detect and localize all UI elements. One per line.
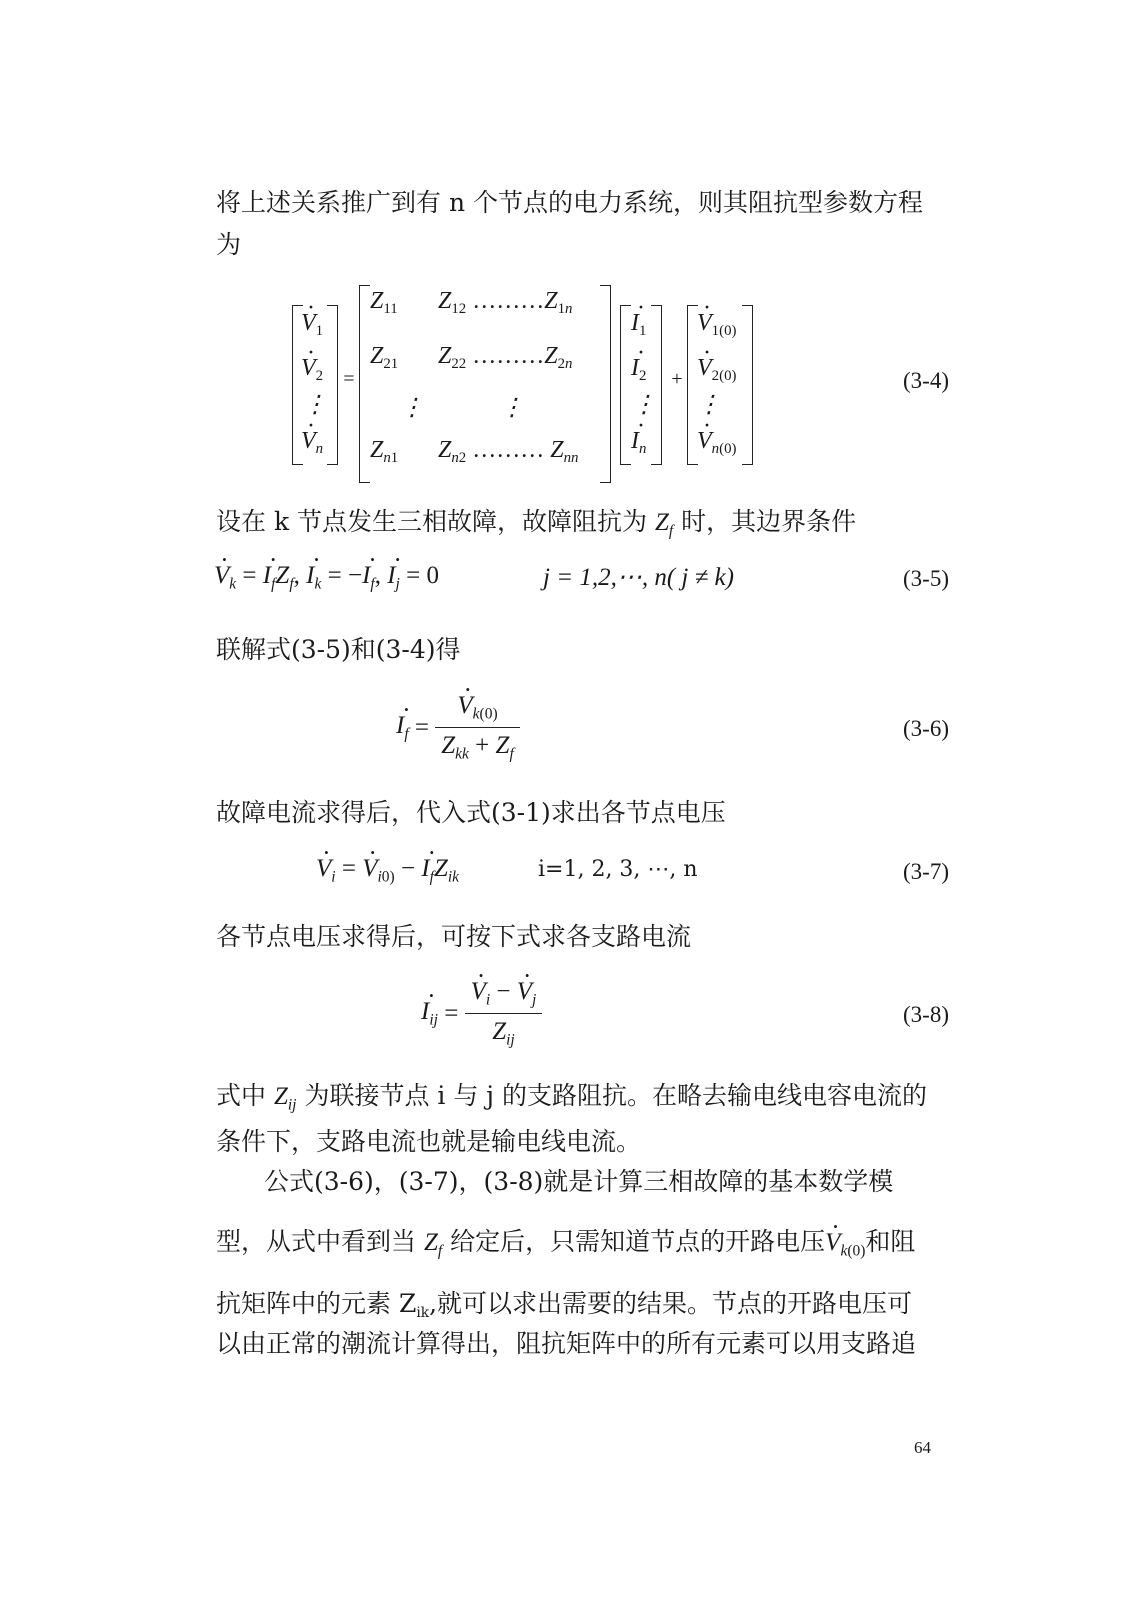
- page-number: 64: [914, 1438, 931, 1457]
- bracket-right-v: [327, 305, 338, 465]
- vn: · $V_n$: [301, 428, 323, 458]
- v2: · $V_2$: [301, 355, 323, 385]
- fault-current-formula: · $I_f$ = · $\frac{V_{k(0)}}{Z_{kk} + Z_f}$: [396, 692, 520, 764]
- where-text-b: 为联接节点 i 与 j 的支路阻抗。在略去输电线电容电流的: [304, 1081, 927, 1110]
- vk0-symbol: · $V_{k(0)}$: [825, 1229, 865, 1256]
- fault-line-text-a: 设在 k 节点发生三相故障，故障阻抗为: [216, 507, 648, 536]
- zn2-znn: $Z_{n2}$ ……… $Z_{nn}$: [438, 437, 579, 467]
- zdots-2: ⋮: [500, 395, 524, 421]
- summary-line-2-a: 型，从式中看到当: [216, 1227, 417, 1256]
- summary-line-3-sub: ik: [416, 1304, 430, 1321]
- bracket-right-v0: [742, 305, 753, 465]
- intro-line-1: 将上述关系推广到有 n 个节点的电力系统，则其阻抗型参数方程: [216, 188, 923, 217]
- v2-0: · $V_{2(0)}$: [697, 355, 736, 385]
- equation-number-3-5: (3-5): [903, 566, 949, 591]
- where-text-a: 式中: [216, 1081, 267, 1110]
- zf-symbol: $Z_f$: [655, 509, 674, 540]
- branch-current-formula: · $I_{ij}$ = · $\frac{V_i - \cdot V_j}{Z_{ij}}$: [421, 978, 542, 1050]
- summary-line-1: 公式(3-6)，(3-7)，(3-8)就是计算三相故障的基本数学模: [264, 1167, 894, 1196]
- v0dots: ⋮: [697, 392, 721, 418]
- bracket-left-z: [359, 285, 370, 483]
- idots: ⋮: [632, 392, 656, 418]
- node-voltage-formula: · $V_i$ = · $V_{i0)}$ − · $I_fZ_{ik}$: [316, 855, 459, 886]
- zij-symbol: $Z_{ij}$: [273, 1083, 297, 1114]
- summary-line-2-b: 给定后，只需知道节点的开路电压: [450, 1227, 826, 1256]
- bracket-right-i: [651, 305, 662, 465]
- boundary-range: j = 1,2,⋯, n( j ≠ k): [543, 564, 734, 591]
- equation-number-3-4: (3-4): [903, 368, 949, 393]
- equation-number-3-8: (3-8): [903, 1002, 949, 1027]
- v1-0: · $V_{1(0)}$: [697, 310, 736, 340]
- bracket-right-z: [600, 285, 611, 483]
- plus-sign: +: [670, 368, 684, 390]
- combine-line: 联解式(3-5)和(3-4)得: [216, 635, 461, 664]
- zf-symbol-2: $Z_f$: [423, 1229, 443, 1260]
- fault-line: [216, 502, 856, 551]
- summary-line-3-a: 抗矩阵中的元素 Z: [216, 1289, 417, 1318]
- z11: $Z_{11}$: [370, 288, 398, 318]
- node-range: i=1, 2, 3, ⋯, n: [538, 857, 698, 882]
- equation-number-3-7: (3-7): [903, 859, 949, 884]
- vdots: ⋮: [303, 392, 327, 418]
- z12-z1n: $Z_{12}$ $\dots\dots\dots Z_{1n}$: [438, 288, 573, 318]
- summary-line-2: [216, 1222, 915, 1271]
- fault-line-text-b: 时，其边界条件: [681, 507, 857, 536]
- z21: $Z_{21}$: [370, 343, 399, 373]
- equals-sign: =: [342, 368, 356, 390]
- i2: · $I_2$: [631, 355, 646, 385]
- boundary-condition-formula: · $V_k$ = · $I_fZ_f$, · $I_k$ = −· $I_f$, · $I_j = 0$: [214, 562, 439, 593]
- where-line: [216, 1076, 927, 1125]
- summary-line-3-rest: ,就可以求出需要的结果。节点的开路电压可: [429, 1289, 913, 1318]
- branch-line: 各节点电压求得后，可按下式求各支路电流: [216, 922, 692, 951]
- zdots-1: ⋮: [400, 395, 424, 421]
- bracket-left-i: [620, 305, 631, 465]
- equation-number-3-6: (3-6): [903, 716, 949, 741]
- intro-line-2: 为: [216, 230, 242, 259]
- in: · $I_n$: [631, 428, 646, 458]
- where-line-2: 条件下，支路电流也就是输电线电流。: [216, 1127, 642, 1156]
- vn-0: · $V_{n(0)}$: [697, 428, 736, 458]
- z22-z2n: $Z_{22}$ $\dots\dots\dots Z_{2n}$: [438, 343, 573, 373]
- summary-line-4: 以由正常的潮流计算得出，阻抗矩阵中的所有元素可以用支路追: [216, 1329, 917, 1358]
- zn1: $Z_{n1}$: [370, 437, 399, 467]
- v1: · $V_1$: [301, 310, 323, 340]
- i1: · $I_1$: [631, 310, 646, 340]
- after-fault-line: 故障电流求得后，代入式(3-1)求出各节点电压: [216, 798, 726, 827]
- summary-line-2-c: 和阻: [865, 1227, 916, 1256]
